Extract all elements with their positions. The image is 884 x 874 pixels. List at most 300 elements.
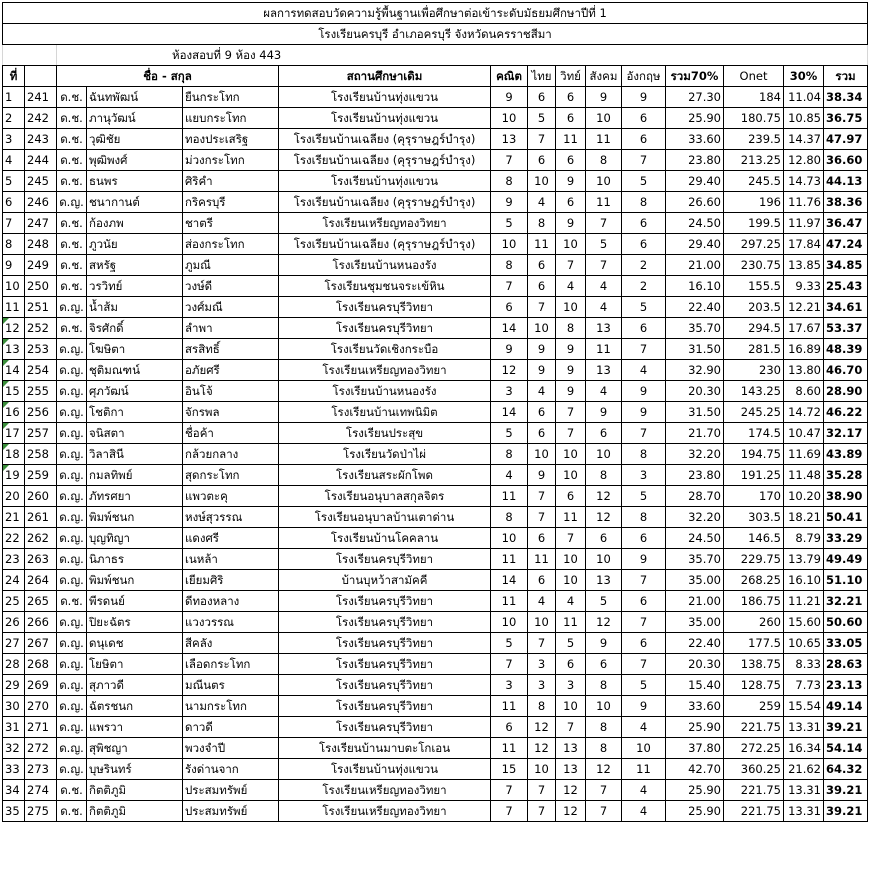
cell-onet: 180.75 xyxy=(724,108,784,129)
cell-onet: 213.25 xyxy=(724,150,784,171)
cell-no: 2 xyxy=(3,108,25,129)
cell-sci: 12 xyxy=(556,780,586,801)
cell-social: 4 xyxy=(586,276,622,297)
sheet-title: ผลการทดสอบวัดความรู้พื้นฐานเพื่อศึกษาต่อเข้าระดับมัธยมศึกษาปีที่ 1 xyxy=(3,3,868,24)
cell-last-name: มณีนตร xyxy=(183,675,279,696)
cell-last-name: แยบกระโทก xyxy=(183,108,279,129)
cell-prefix: ด.ญ. xyxy=(57,381,87,402)
cell-prefix: ด.ช. xyxy=(57,591,87,612)
cell-last-name: สีคลัง xyxy=(183,633,279,654)
cell-prefix: ด.ช. xyxy=(57,150,87,171)
cell-sci: 6 xyxy=(556,486,586,507)
cell-social: 11 xyxy=(586,192,622,213)
cell-math: 14 xyxy=(491,570,528,591)
table-row xyxy=(3,465,868,486)
cell-first-name: พุฒิพงศ์ xyxy=(87,150,183,171)
cell-last-name: ประสมทรัพย์ xyxy=(183,801,279,822)
cell-last-name: เยียมศิริ xyxy=(183,570,279,591)
cell-social: 13 xyxy=(586,318,622,339)
cell-total: 51.10 xyxy=(824,570,868,591)
cell-p30: 12.80 xyxy=(784,150,824,171)
cell-last-name: กล้วยกลาง xyxy=(183,444,279,465)
cell-sci: 7 xyxy=(556,255,586,276)
cell-id: 272 xyxy=(25,738,57,759)
cell-social: 8 xyxy=(586,717,622,738)
cell-onet: 155.5 xyxy=(724,276,784,297)
cell-onet: 230 xyxy=(724,360,784,381)
cell-thai: 10 xyxy=(528,759,556,780)
cell-total70: 33.60 xyxy=(666,129,724,150)
cell-no: 11 xyxy=(3,297,25,318)
cell-onet: 297.25 xyxy=(724,234,784,255)
header-p30: 30% xyxy=(784,66,824,87)
header-school: สถานศึกษาเดิม xyxy=(279,66,491,87)
cell-school: โรงเรียนเหรียญทองวิทยา xyxy=(279,360,491,381)
cell-no: 15 xyxy=(3,381,25,402)
cell-school: โรงเรียนบ้านเฉลียง (คุรุราษฎร์บำรุง) xyxy=(279,129,491,150)
cell-eng: 11 xyxy=(622,759,666,780)
cell-first-name: ก้องภพ xyxy=(87,213,183,234)
cell-onet: 174.5 xyxy=(724,423,784,444)
cell-last-name: ลำพา xyxy=(183,318,279,339)
cell-social: 10 xyxy=(586,444,622,465)
cell-total70: 20.30 xyxy=(666,654,724,675)
cell-p30: 9.33 xyxy=(784,276,824,297)
cell-eng: 5 xyxy=(622,675,666,696)
cell-thai: 6 xyxy=(528,150,556,171)
cell-school: โรงเรียนเหรียญทองวิทยา xyxy=(279,801,491,822)
cell-onet: 229.75 xyxy=(724,549,784,570)
cell-onet: 128.75 xyxy=(724,675,784,696)
cell-thai: 10 xyxy=(528,171,556,192)
cell-total: 36.47 xyxy=(824,213,868,234)
cell-social: 11 xyxy=(586,339,622,360)
cell-school: โรงเรียนบ้านเฉลียง (คุรุราษฎร์บำรุง) xyxy=(279,234,491,255)
cell-sci: 13 xyxy=(556,759,586,780)
cell-prefix: ด.ญ. xyxy=(57,423,87,444)
cell-math: 5 xyxy=(491,213,528,234)
cell-social: 5 xyxy=(586,234,622,255)
cell-id: 257 xyxy=(25,423,57,444)
cell-social: 10 xyxy=(586,549,622,570)
cell-thai: 10 xyxy=(528,612,556,633)
cell-sci: 10 xyxy=(556,696,586,717)
cell-thai: 7 xyxy=(528,486,556,507)
table-row xyxy=(3,591,868,612)
cell-social: 9 xyxy=(586,87,622,108)
cell-social: 7 xyxy=(586,255,622,276)
cell-math: 13 xyxy=(491,129,528,150)
cell-prefix: ด.ญ. xyxy=(57,759,87,780)
cell-id: 245 xyxy=(25,171,57,192)
cell-onet: 146.5 xyxy=(724,528,784,549)
cell-total: 32.21 xyxy=(824,591,868,612)
cell-eng: 6 xyxy=(622,528,666,549)
cell-social: 13 xyxy=(586,570,622,591)
cell-total70: 16.10 xyxy=(666,276,724,297)
cell-no: 21 xyxy=(3,507,25,528)
cell-school: โรงเรียนครบุรีวิทยา xyxy=(279,633,491,654)
cell-p30: 10.47 xyxy=(784,423,824,444)
cell-eng: 5 xyxy=(622,297,666,318)
cell-prefix: ด.ญ. xyxy=(57,486,87,507)
blank-cell xyxy=(3,45,57,66)
cell-p30: 16.34 xyxy=(784,738,824,759)
cell-last-name: หงษ์สุวรรณ xyxy=(183,507,279,528)
cell-first-name: พิมพ์ชนก xyxy=(87,570,183,591)
cell-total: 46.70 xyxy=(824,360,868,381)
header-no: ที่ xyxy=(3,66,25,87)
cell-total70: 24.50 xyxy=(666,528,724,549)
cell-prefix: ด.ช. xyxy=(57,318,87,339)
cell-p30: 11.97 xyxy=(784,213,824,234)
cell-social: 7 xyxy=(586,213,622,234)
cell-onet: 360.25 xyxy=(724,759,784,780)
cell-last-name: พวงจำปี xyxy=(183,738,279,759)
cell-thai: 6 xyxy=(528,423,556,444)
cell-no: 28 xyxy=(3,654,25,675)
cell-no: 13 xyxy=(3,339,25,360)
cell-onet: 177.5 xyxy=(724,633,784,654)
cell-id: 248 xyxy=(25,234,57,255)
cell-sci: 8 xyxy=(556,318,586,339)
cell-school: โรงเรียนอนุบาลสกุลจิตร xyxy=(279,486,491,507)
cell-total70: 21.00 xyxy=(666,591,724,612)
cell-total: 36.75 xyxy=(824,108,868,129)
cell-no: 27 xyxy=(3,633,25,654)
cell-onet: 196 xyxy=(724,192,784,213)
cell-first-name: พิมพ์ชนก xyxy=(87,507,183,528)
cell-prefix: ด.ญ. xyxy=(57,549,87,570)
cell-social: 13 xyxy=(586,360,622,381)
cell-sci: 5 xyxy=(556,633,586,654)
cell-onet: 294.5 xyxy=(724,318,784,339)
table-row xyxy=(3,444,868,465)
cell-sci: 6 xyxy=(556,192,586,213)
cell-onet: 203.5 xyxy=(724,297,784,318)
cell-sci: 7 xyxy=(556,717,586,738)
cell-thai: 12 xyxy=(528,717,556,738)
cell-total70: 35.70 xyxy=(666,318,724,339)
cell-prefix: ด.ช. xyxy=(57,276,87,297)
table-row xyxy=(3,486,868,507)
cell-sci: 13 xyxy=(556,738,586,759)
cell-eng: 7 xyxy=(622,570,666,591)
cell-sci: 4 xyxy=(556,276,586,297)
cell-thai: 8 xyxy=(528,696,556,717)
cell-math: 8 xyxy=(491,507,528,528)
cell-last-name: เลือดกระโทก xyxy=(183,654,279,675)
cell-math: 9 xyxy=(491,339,528,360)
cell-school: โรงเรียนบ้านเทพนิมิต xyxy=(279,402,491,423)
cell-p30: 16.89 xyxy=(784,339,824,360)
cell-id: 261 xyxy=(25,507,57,528)
cell-id: 251 xyxy=(25,297,57,318)
cell-no: 16 xyxy=(3,402,25,423)
cell-total: 28.90 xyxy=(824,381,868,402)
cell-id: 262 xyxy=(25,528,57,549)
cell-id: 265 xyxy=(25,591,57,612)
cell-school: โรงเรียนครบุรีวิทยา xyxy=(279,318,491,339)
cell-no: 31 xyxy=(3,717,25,738)
cell-first-name: สุพิชญา xyxy=(87,738,183,759)
cell-total70: 35.00 xyxy=(666,570,724,591)
cell-id: 273 xyxy=(25,759,57,780)
cell-first-name: ภูวนัย xyxy=(87,234,183,255)
cell-last-name: วงษ์ดี xyxy=(183,276,279,297)
cell-total70: 22.40 xyxy=(666,297,724,318)
cell-total: 39.21 xyxy=(824,780,868,801)
cell-total70: 32.90 xyxy=(666,360,724,381)
cell-no: 29 xyxy=(3,675,25,696)
cell-total70: 23.80 xyxy=(666,465,724,486)
cell-first-name: ฉัตรชนก xyxy=(87,696,183,717)
cell-sci: 6 xyxy=(556,150,586,171)
cell-thai: 9 xyxy=(528,360,556,381)
cell-eng: 4 xyxy=(622,360,666,381)
cell-sci: 10 xyxy=(556,465,586,486)
cell-p30: 17.84 xyxy=(784,234,824,255)
cell-total: 25.43 xyxy=(824,276,868,297)
cell-onet: 221.75 xyxy=(724,717,784,738)
cell-prefix: ด.ช. xyxy=(57,129,87,150)
table-row xyxy=(3,738,868,759)
cell-first-name: กิตติภูมิ xyxy=(87,780,183,801)
cell-no: 8 xyxy=(3,234,25,255)
cell-last-name: ส่องกระโทก xyxy=(183,234,279,255)
cell-sci: 6 xyxy=(556,87,586,108)
cell-math: 5 xyxy=(491,633,528,654)
table-row xyxy=(3,717,868,738)
cell-social: 7 xyxy=(586,780,622,801)
cell-thai: 4 xyxy=(528,192,556,213)
cell-first-name: ศุภวัฒน์ xyxy=(87,381,183,402)
cell-no: 25 xyxy=(3,591,25,612)
header-total: รวม xyxy=(824,66,868,87)
cell-onet: 259 xyxy=(724,696,784,717)
cell-last-name: สรสิทธิ์ xyxy=(183,339,279,360)
cell-no: 4 xyxy=(3,150,25,171)
cell-no: 5 xyxy=(3,171,25,192)
cell-onet: 199.5 xyxy=(724,213,784,234)
cell-first-name: ภัทรศยา xyxy=(87,486,183,507)
cell-first-name: ฉันทพัฒน์ xyxy=(87,87,183,108)
cell-math: 11 xyxy=(491,549,528,570)
cell-eng: 6 xyxy=(622,213,666,234)
cell-total70: 33.60 xyxy=(666,696,724,717)
cell-no: 23 xyxy=(3,549,25,570)
cell-last-name: ทองประเสริฐ xyxy=(183,129,279,150)
cell-eng: 7 xyxy=(622,339,666,360)
cell-total: 48.39 xyxy=(824,339,868,360)
cell-last-name: รังด่านจาก xyxy=(183,759,279,780)
cell-id: 241 xyxy=(25,87,57,108)
cell-total: 53.37 xyxy=(824,318,868,339)
cell-thai: 5 xyxy=(528,108,556,129)
cell-total70: 31.50 xyxy=(666,402,724,423)
cell-id: 275 xyxy=(25,801,57,822)
cell-onet: 184 xyxy=(724,87,784,108)
cell-school: โรงเรียนครบุรีวิทยา xyxy=(279,591,491,612)
cell-total70: 25.90 xyxy=(666,108,724,129)
cell-p30: 10.65 xyxy=(784,633,824,654)
cell-p30: 11.76 xyxy=(784,192,824,213)
cell-total: 49.14 xyxy=(824,696,868,717)
cell-eng: 6 xyxy=(622,633,666,654)
cell-no: 18 xyxy=(3,444,25,465)
cell-prefix: ด.ญ. xyxy=(57,717,87,738)
cell-total70: 29.40 xyxy=(666,234,724,255)
cell-sci: 9 xyxy=(556,213,586,234)
table-row xyxy=(3,528,868,549)
cell-eng: 5 xyxy=(622,486,666,507)
cell-total: 39.21 xyxy=(824,801,868,822)
cell-eng: 2 xyxy=(622,276,666,297)
cell-thai: 11 xyxy=(528,234,556,255)
table-row xyxy=(3,360,868,381)
cell-p30: 16.10 xyxy=(784,570,824,591)
cell-sci: 6 xyxy=(556,108,586,129)
cell-id: 271 xyxy=(25,717,57,738)
cell-school: โรงเรียนอนุบาลบ้านเตาด่าน xyxy=(279,507,491,528)
cell-total: 44.13 xyxy=(824,171,868,192)
cell-no: 7 xyxy=(3,213,25,234)
cell-prefix: ด.ญ. xyxy=(57,360,87,381)
cell-thai: 9 xyxy=(528,465,556,486)
cell-no: 30 xyxy=(3,696,25,717)
cell-math: 8 xyxy=(491,255,528,276)
cell-p30: 14.72 xyxy=(784,402,824,423)
cell-id: 250 xyxy=(25,276,57,297)
cell-prefix: ด.ญ. xyxy=(57,402,87,423)
cell-thai: 7 xyxy=(528,297,556,318)
cell-math: 10 xyxy=(491,108,528,129)
cell-prefix: ด.ช. xyxy=(57,171,87,192)
cell-total70: 25.90 xyxy=(666,717,724,738)
cell-last-name: ชาตรี xyxy=(183,213,279,234)
cell-p30: 13.80 xyxy=(784,360,824,381)
cell-id: 260 xyxy=(25,486,57,507)
cell-prefix: ด.ญ. xyxy=(57,612,87,633)
cell-math: 11 xyxy=(491,738,528,759)
table-row xyxy=(3,171,868,192)
cell-p30: 14.37 xyxy=(784,129,824,150)
cell-total70: 20.30 xyxy=(666,381,724,402)
cell-no: 17 xyxy=(3,423,25,444)
cell-last-name: อินโจ้ xyxy=(183,381,279,402)
cell-prefix: ด.ญ. xyxy=(57,465,87,486)
cell-social: 8 xyxy=(586,738,622,759)
cell-social: 10 xyxy=(586,171,622,192)
cell-total: 28.63 xyxy=(824,654,868,675)
table-row xyxy=(3,654,868,675)
cell-last-name: จักรพล xyxy=(183,402,279,423)
cell-social: 12 xyxy=(586,507,622,528)
cell-school: โรงเรียนบ้านทุ่งแขวน xyxy=(279,171,491,192)
cell-total: 23.13 xyxy=(824,675,868,696)
cell-last-name: ประสมทรัพย์ xyxy=(183,780,279,801)
cell-thai: 10 xyxy=(528,318,556,339)
cell-sci: 10 xyxy=(556,297,586,318)
cell-social: 9 xyxy=(586,633,622,654)
cell-math: 14 xyxy=(491,318,528,339)
table-row xyxy=(3,129,868,150)
cell-sci: 7 xyxy=(556,402,586,423)
cell-first-name: บุญทิญา xyxy=(87,528,183,549)
cell-prefix: ด.ช. xyxy=(57,108,87,129)
cell-first-name: สุภาวดี xyxy=(87,675,183,696)
cell-social: 5 xyxy=(586,591,622,612)
table-row xyxy=(3,108,868,129)
cell-eng: 7 xyxy=(622,612,666,633)
cell-p30: 10.20 xyxy=(784,486,824,507)
cell-id: 259 xyxy=(25,465,57,486)
cell-id: 274 xyxy=(25,780,57,801)
cell-p30: 13.85 xyxy=(784,255,824,276)
cell-prefix: ด.ช. xyxy=(57,87,87,108)
header-id xyxy=(25,66,57,87)
cell-last-name: ภูมณี xyxy=(183,255,279,276)
cell-thai: 12 xyxy=(528,738,556,759)
cell-thai: 7 xyxy=(528,801,556,822)
cell-id: 242 xyxy=(25,108,57,129)
cell-eng: 8 xyxy=(622,444,666,465)
cell-math: 3 xyxy=(491,381,528,402)
cell-school: โรงเรียนเหรียญทองวิทยา xyxy=(279,780,491,801)
cell-first-name: น้ำส้ม xyxy=(87,297,183,318)
cell-first-name: กมลทิพย์ xyxy=(87,465,183,486)
cell-sci: 10 xyxy=(556,444,586,465)
cell-id: 268 xyxy=(25,654,57,675)
table-row xyxy=(3,759,868,780)
cell-school: โรงเรียนบ้านหนองรัง xyxy=(279,255,491,276)
cell-last-name: เนหล้า xyxy=(183,549,279,570)
cell-id: 244 xyxy=(25,150,57,171)
cell-social: 9 xyxy=(586,402,622,423)
header-math: คณิต xyxy=(491,66,528,87)
header-onet: Onet xyxy=(724,66,784,87)
exam-room: ห้องสอบที่ 9 ห้อง 443 xyxy=(57,45,868,66)
cell-total70: 24.50 xyxy=(666,213,724,234)
cell-total70: 22.40 xyxy=(666,633,724,654)
cell-p30: 17.67 xyxy=(784,318,824,339)
school-name: โรงเรียนครบุรี อำเภอครบุรี จังหวัดนครราชสีมา xyxy=(3,24,868,45)
cell-prefix: ด.ช. xyxy=(57,780,87,801)
cell-thai: 8 xyxy=(528,213,556,234)
cell-p30: 11.21 xyxy=(784,591,824,612)
cell-eng: 9 xyxy=(622,696,666,717)
cell-onet: 186.75 xyxy=(724,591,784,612)
cell-no: 10 xyxy=(3,276,25,297)
cell-thai: 3 xyxy=(528,654,556,675)
cell-thai: 6 xyxy=(528,528,556,549)
cell-eng: 7 xyxy=(622,150,666,171)
cell-math: 11 xyxy=(491,591,528,612)
cell-total70: 21.00 xyxy=(666,255,724,276)
cell-first-name: วรวิทย์ xyxy=(87,276,183,297)
cell-school: โรงเรียนบ้านทุ่งแขวน xyxy=(279,108,491,129)
cell-id: 246 xyxy=(25,192,57,213)
cell-last-name: นามกระโทก xyxy=(183,696,279,717)
cell-id: 270 xyxy=(25,696,57,717)
cell-onet: 239.5 xyxy=(724,129,784,150)
cell-prefix: ด.ญ. xyxy=(57,339,87,360)
cell-id: 263 xyxy=(25,549,57,570)
cell-eng: 6 xyxy=(622,234,666,255)
cell-school: โรงเรียนครบุรีวิทยา xyxy=(279,696,491,717)
cell-id: 264 xyxy=(25,570,57,591)
cell-thai: 6 xyxy=(528,255,556,276)
